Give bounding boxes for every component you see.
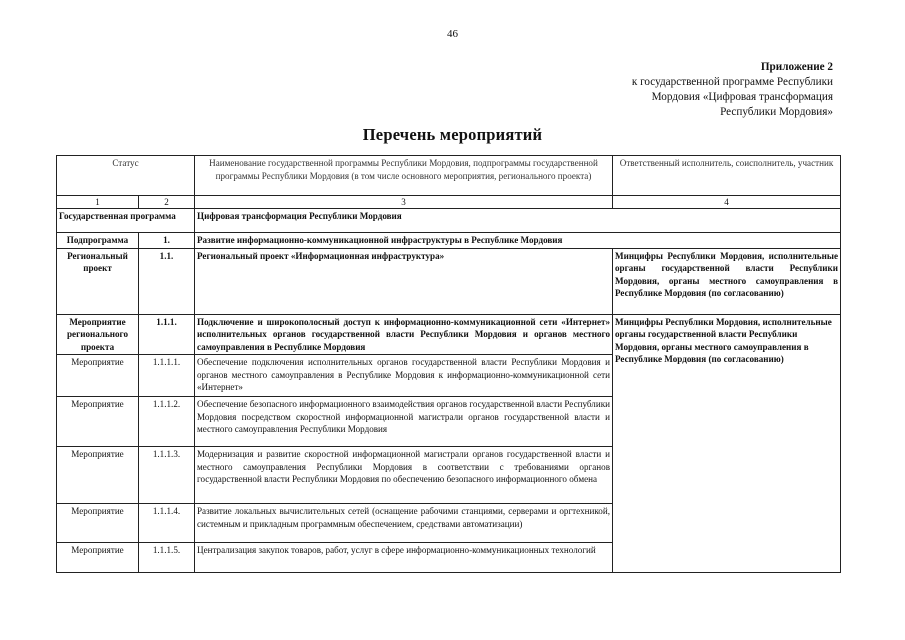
appendix-line: Республики Мордовия» (720, 106, 833, 118)
header-name: Наименование государственной программы Республики Мордовия, подпрограммы государственной программы Республики Мордовия (в том числе основного мероприятия, регионального проекта) (195, 156, 613, 196)
subprogram-status: Подпрограмма (57, 233, 139, 249)
column-number: 1 (57, 196, 139, 209)
appendix-line: к государственной программе Республики (631, 76, 833, 88)
page-number: 46 (447, 28, 458, 40)
project-event-responsible: Минцифры Республики Мордовия, исполнительные органы государственной власти Республики Мордовия, органы местного самоуправления в Республике Мордовия (по согласованию) (613, 314, 841, 573)
event-name: Модернизация и развитие скоростной информационной магистрали органов государственной власти и местного самоуправления Республики Мордовия в соответствии с требованиями органов государственной власти Республики Мордовия по обеспечению безопасного информационного обмена (195, 447, 613, 504)
event-status: Мероприятие (57, 504, 139, 543)
appendix-block (573, 60, 833, 120)
subprogram-row (57, 233, 841, 249)
header-responsible: Ответственный исполнитель, соисполнитель, участник (613, 156, 841, 196)
events-table (56, 155, 841, 573)
event-num: 1.1.1.3. (139, 447, 195, 504)
subprogram-num: 1. (139, 233, 195, 249)
event-num: 1.1.1.4. (139, 504, 195, 543)
gov-program-row (57, 209, 841, 233)
document-title: Перечень мероприятий (362, 125, 543, 144)
project-event-name: Подключение и широкополосный доступ к информационно-коммуникационной сети «Интернет» исполнительных органов государственной власти Республики Мордовия и органов местного самоуправления в Республике Мордовия (195, 314, 613, 355)
event-num: 1.1.1.2. (139, 397, 195, 447)
column-number: 4 (613, 196, 841, 209)
regional-project-responsible: Минцифры Республики Мордовия, исполнительные органы государственной власти Республики Мордовия, органы местного самоуправления в Республике Мордовия (по согласованию) (613, 248, 841, 314)
regional-project-name: Региональный проект «Информационная инфраструктура» (195, 248, 613, 314)
column-number: 2 (139, 196, 195, 209)
regional-project-row (57, 248, 841, 314)
project-event-num: 1.1.1. (139, 314, 195, 355)
gov-program-name: Цифровая трансформация Республики Мордовия (195, 209, 841, 233)
event-num: 1.1.1.5. (139, 543, 195, 573)
event-status: Мероприятие (57, 355, 139, 397)
column-numbers-row (57, 196, 841, 209)
event-status: Мероприятие (57, 543, 139, 573)
event-status: Мероприятие (57, 447, 139, 504)
event-status: Мероприятие (57, 397, 139, 447)
event-name: Обеспечение безопасного информационного взаимодействия органов государственной власти Республики Мордовия посредством скоростной информационной магистрали органов государственной власти и местного самоуправления Республики Мордовия (195, 397, 613, 447)
event-num: 1.1.1.1. (139, 355, 195, 397)
project-event-row (57, 314, 841, 355)
event-name: Развитие локальных вычислительных сетей (оснащение рабочими станциями, серверами и оргтехникой, системным и прикладным программным обеспечением, средствами автоматизации) (195, 504, 613, 543)
appendix-line: Мордовия «Цифровая трансформация (651, 91, 833, 103)
regional-project-status: Региональный проект (57, 248, 139, 314)
header-row (57, 156, 841, 196)
column-number: 3 (195, 196, 613, 209)
event-name: Обеспечение подключения исполнительных органов государственной власти Республики Мордовия и органов местного самоуправления в Республике Мордовия к информационно-коммуникационной сети «Интернет» (195, 355, 613, 397)
gov-program-status: Государственная программа (57, 209, 195, 233)
header-status: Статус (57, 156, 195, 196)
project-event-status: Мероприятие регионального проекта (57, 314, 139, 355)
event-name: Централизация закупок товаров, работ, услуг в сфере информационно-коммуникационных технологий (195, 543, 613, 573)
subprogram-name: Развитие информационно-коммуникационной инфраструктуры в Республике Мордовия (195, 233, 841, 249)
regional-project-num: 1.1. (139, 248, 195, 314)
appendix-title: Приложение 2 (760, 61, 833, 73)
